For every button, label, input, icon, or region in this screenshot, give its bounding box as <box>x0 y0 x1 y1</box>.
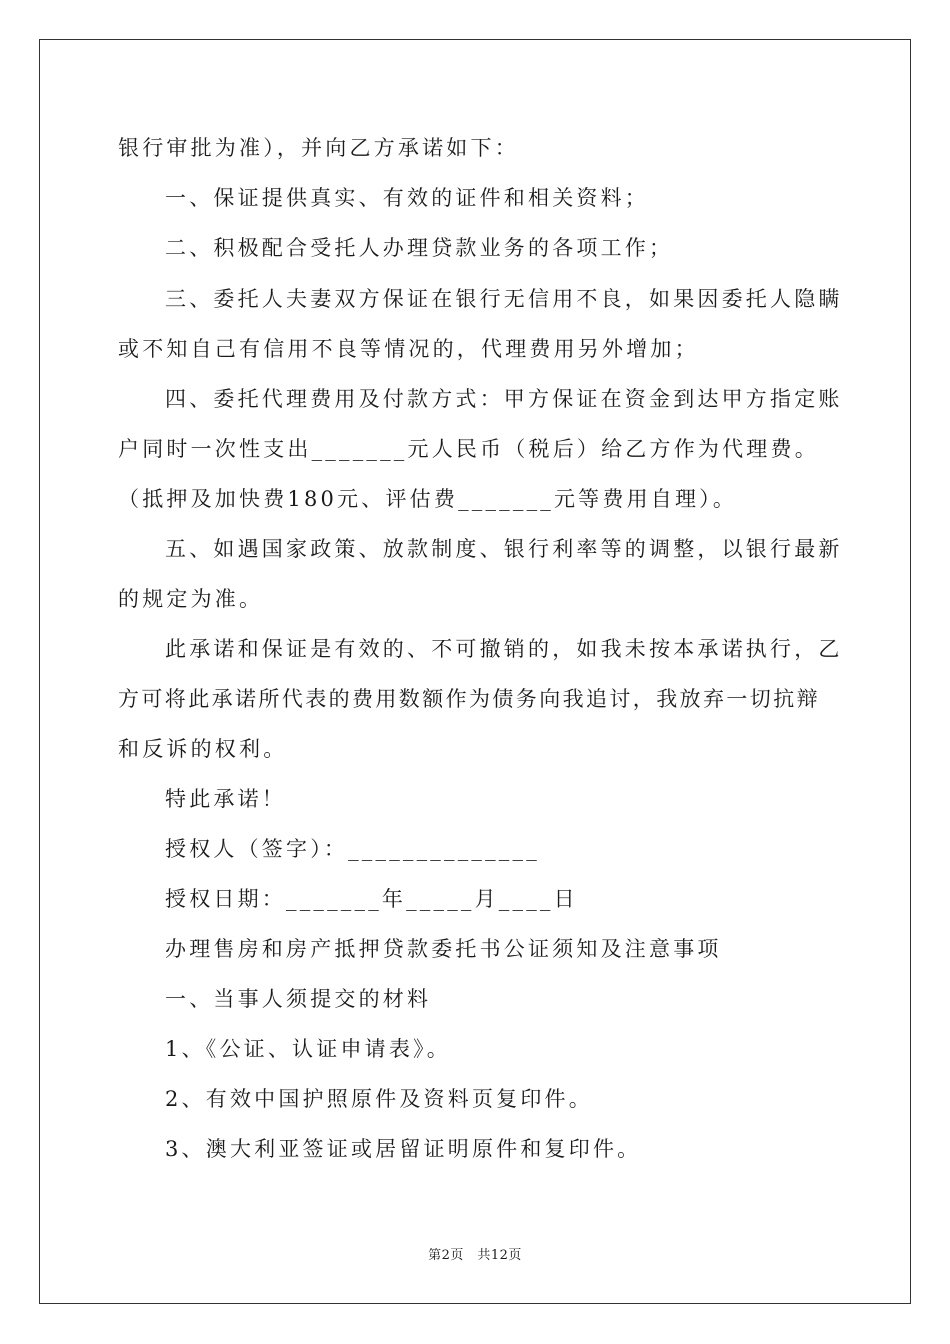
page-number: 第2页 共12页 <box>428 1248 522 1263</box>
list-item: 1、《公证、认证申请表》。 <box>165 1037 451 1061</box>
paragraph-line: 特此承诺！ <box>165 787 286 811</box>
paragraph-line: 此承诺和保证是有效的、不可撤销的，如我未按本承诺执行，乙 <box>165 637 843 661</box>
paragraph-line: 三、委托人夫妻双方保证在银行无信用不良，如果因委托人隐瞒 <box>165 287 843 311</box>
list-item: 3、澳大利亚签证或居留证明原件和复印件。 <box>165 1137 642 1161</box>
paragraph-line: 二、积极配合受托人办理贷款业务的各项工作； <box>165 236 674 260</box>
signature-line: 授权人（签字）：______________ <box>165 837 540 861</box>
paragraph-line: 户同时一次性支出_______元人民币（税后）给乙方作为代理费。 <box>118 437 819 461</box>
section-title: 办理售房和房产抵押贷款委托书公证须知及注意事项 <box>165 937 722 961</box>
paragraph-line: 银行审批为准），并向乙方承诺如下： <box>118 136 519 160</box>
list-item: 2、有效中国护照原件及资料页复印件。 <box>165 1087 593 1111</box>
paragraph-line: 一、保证提供真实、有效的证件和相关资料； <box>165 186 649 210</box>
paragraph-line: 方可将此承诺所代表的费用数额作为债务向我追讨，我放弃一切抗辩 <box>118 687 820 711</box>
paragraph-line: （抵押及加快费180元、评估费_______元等费用自理）。 <box>118 487 738 511</box>
paragraph-line: 五、如遇国家政策、放款制度、银行利率等的调整，以银行最新 <box>165 537 843 561</box>
paragraph-line: 和反诉的权利。 <box>118 737 288 761</box>
section-heading: 一、当事人须提交的材料 <box>165 987 432 1011</box>
paragraph-line: 或不知自己有信用不良等情况的，代理费用另外增加； <box>118 337 699 361</box>
paragraph-line: 的规定为准。 <box>118 587 264 611</box>
paragraph-line: 四、委托代理费用及付款方式：甲方保证在资金到达甲方指定账 <box>165 387 843 411</box>
date-line: 授权日期：_______年_____月____日 <box>165 887 578 911</box>
